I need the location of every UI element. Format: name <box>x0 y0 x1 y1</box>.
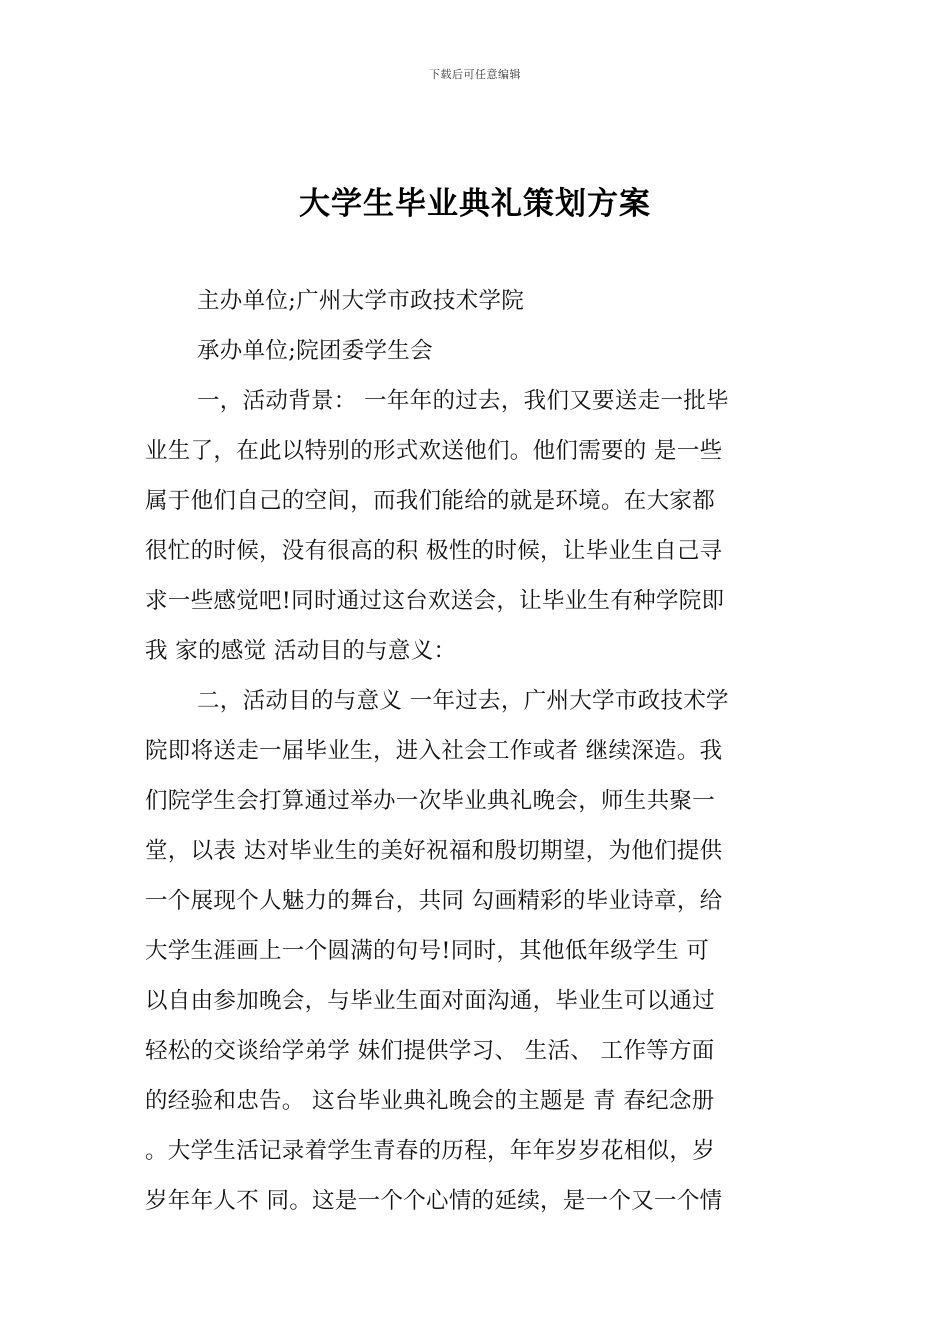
text-line: 我 家的感觉 活动目的与意义： <box>145 638 457 664</box>
document-title: 大学生毕业典礼策划方案 <box>299 186 651 222</box>
text-line: 岁年年人不 同。这是一个个心情的延续，是一个又一个情 <box>145 1188 723 1214</box>
text-line: 大学生涯画上一个圆满的句号!同时，其他低年级学生 可 <box>145 938 709 964</box>
text-line: 一，活动背景： 一年年的过去，我们又要送走一批毕 <box>197 388 729 414</box>
text-line: 一个展现个人魅力的舞台，共同 勾画精彩的毕业诗章，给 <box>145 888 723 914</box>
text-line: 业生了，在此以特别的形式欢送他们。他们需要的 是一些 <box>145 438 723 464</box>
text-line: 的经验和忠告。 这台毕业典礼晚会的主题是 青 春纪念册 <box>145 1088 715 1114</box>
text-line: 承办单位;院团委学生会 <box>197 338 433 364</box>
text-line: 属于他们自己的空间，而我们能给的就是环境。在大家都 <box>145 488 716 514</box>
text-line: 院即将送走一届毕业生，进入社会工作或者 继续深造。我 <box>145 738 723 764</box>
text-line: 轻松的交谈给学弟学 妹们提供学习、 生活、 工作等方面 <box>145 1038 715 1064</box>
text-line: 堂，以表 达对毕业生的美好祝福和殷切期望，为他们提供 <box>145 838 723 864</box>
text-line: 以自由参加晚会，与毕业生面对面沟通，毕业生可以通过 <box>145 988 716 1014</box>
text-line: 很忙的时候，没有很高的积 极性的时候，让毕业生自己寻 <box>145 538 723 564</box>
text-line: 二，活动目的与意义 一年过去，广州大学市政技术学 <box>197 688 729 714</box>
text-line: 们院学生会打算通过举办一次毕业典礼晚会，师生共聚一 <box>145 788 716 814</box>
text-line: 求一些感觉吧!同时通过这台欢送会，让毕业生有种学院即 <box>145 588 725 614</box>
text-line: 。大学生活记录着学生青春的历程，年年岁岁花相似，岁 <box>145 1138 716 1164</box>
header-note: 下载后可任意编辑 <box>429 68 521 81</box>
text-line: 主办单位;广州大学市政技术学院 <box>197 288 525 314</box>
document-body <box>145 281 805 1231</box>
